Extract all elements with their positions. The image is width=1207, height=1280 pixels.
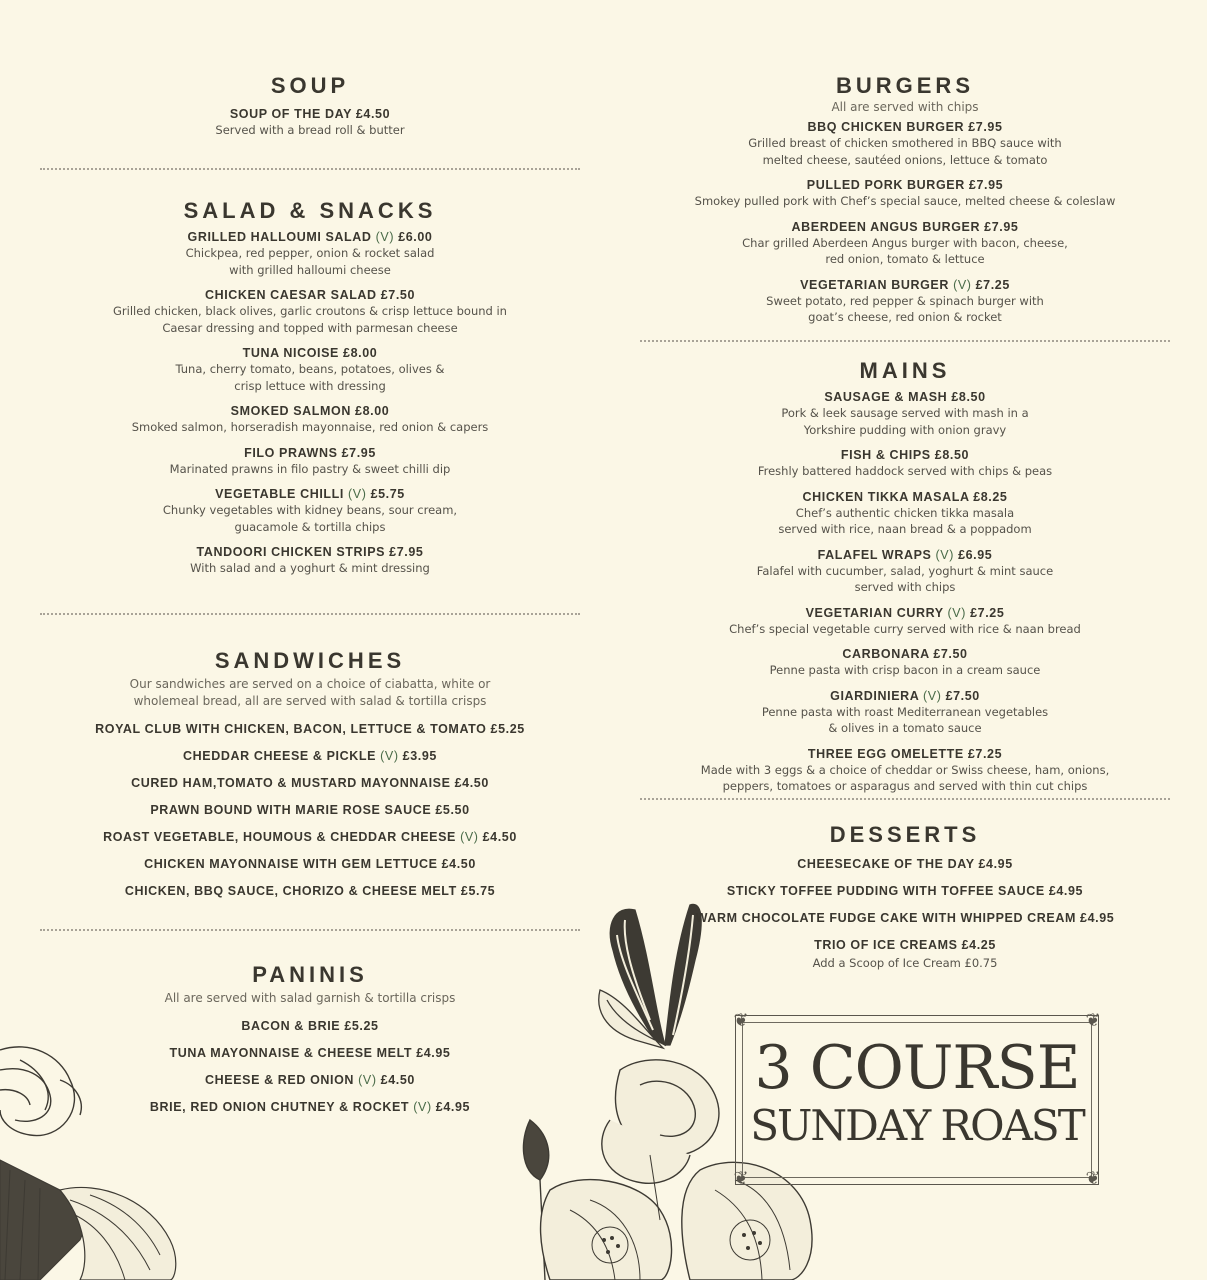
item-description: served with rice, naan bread & a poppadom xyxy=(778,522,1032,536)
item-description: crisp lettuce with dressing xyxy=(234,378,386,393)
item-description: with grilled halloumi cheese xyxy=(229,262,391,277)
item-title: BRIE, RED ONION CHUTNEY & ROCKET (V) £4.95 xyxy=(149,1100,471,1114)
item-description: served with chips xyxy=(854,580,956,594)
item-description: peppers, tomatoes or asparagus and served with thin cut chips xyxy=(722,779,1088,793)
item-description: goat’s cheese, red onion & rocket xyxy=(808,310,1002,324)
dotted-divider xyxy=(640,798,1170,800)
item-title: STICKY TOFFEE PUDDING WITH TOFFEE SAUCE £4.95 xyxy=(726,884,1084,898)
menu-item xyxy=(640,490,1170,538)
item-title: ROYAL CLUB WITH CHICKEN, BACON, LETTUCE & TOMATO £5.25 xyxy=(95,722,525,736)
item-title: GIARDINIERA (V) £7.50 xyxy=(830,688,980,703)
item-description: Yorkshire pudding with onion gravy xyxy=(803,422,1007,437)
ornament-icon: ❦ xyxy=(733,1168,749,1189)
item-title: CHEDDAR CHEESE & PICKLE (V) £3.95 xyxy=(183,749,437,763)
item-title: CHICKEN, BBQ SAUCE, CHORIZO & CHEESE MELT £5.75 xyxy=(124,884,496,898)
dotted-divider xyxy=(640,340,1170,342)
item-title: CHEESE & RED ONION (V) £4.50 xyxy=(205,1073,415,1087)
ornament-icon: ❦ xyxy=(733,1010,749,1031)
item-title: FALAFEL WRAPS (V) £6.95 xyxy=(817,547,993,562)
menu-item xyxy=(40,1072,580,1088)
item-title: THREE EGG OMELETTE £7.25 xyxy=(807,746,1003,761)
item-description: Chef’s special vegetable curry served with rice & naan bread xyxy=(729,621,1081,636)
menu-item xyxy=(40,802,580,818)
menu-item xyxy=(40,346,580,394)
item-description: Penne pasta with crisp bacon in a cream sauce xyxy=(769,663,1041,677)
item-title: SMOKED SALMON £8.00 xyxy=(230,404,390,418)
item-title: PRAWN BOUND WITH MARIE ROSE SAUCE £5.50 xyxy=(150,803,470,817)
menu-item xyxy=(40,545,580,577)
menu-item xyxy=(40,288,580,336)
section-subtitle: Our sandwiches are served on a choice of ciabatta, white or xyxy=(129,677,491,691)
item-title: TRIO OF ICE CREAMS £4.25 xyxy=(814,938,996,952)
sunday-roast-title-line2: SUNDAY ROAST xyxy=(750,1101,1084,1150)
item-title: CHICKEN TIKKA MASALA £8.25 xyxy=(802,489,1008,504)
item-title: CHEESECAKE OF THE DAY £4.95 xyxy=(797,857,1013,871)
item-description: With salad and a yoghurt & mint dressing xyxy=(190,561,430,575)
item-description: Marinated prawns in filo pastry & sweet chilli dip xyxy=(169,461,451,476)
item-title: FILO PRAWNS £7.95 xyxy=(244,445,376,460)
menu-item xyxy=(640,937,1170,972)
item-title: PULLED PORK BURGER £7.95 xyxy=(806,178,1004,192)
menu-item xyxy=(640,883,1170,899)
item-title: CHICKEN CAESAR SALAD £7.50 xyxy=(204,288,416,302)
mains-section xyxy=(640,358,1170,795)
item-title: CURED HAM,TOMATO & MUSTARD MAYONNAISE £4.50 xyxy=(131,776,489,790)
menu-item xyxy=(40,107,580,139)
item-description: Pork & leek sausage served with mash in a xyxy=(781,406,1029,420)
desserts-section xyxy=(640,822,1170,972)
item-description: Grilled breast of chicken smothered in BBQ sauce with xyxy=(748,136,1062,150)
menu-item xyxy=(640,747,1170,795)
item-title: BACON & BRIE £5.25 xyxy=(241,1019,379,1033)
item-title: BBQ CHICKEN BURGER £7.95 xyxy=(807,120,1003,134)
menu-item xyxy=(640,178,1170,210)
item-description: Tuna, cherry tomato, beans, potatoes, olives & xyxy=(175,362,445,376)
item-description: Falafel with cucumber, salad, yoghurt & mint sauce xyxy=(756,563,1054,578)
menu-item xyxy=(40,446,580,478)
item-title: VEGETARIAN BURGER (V) £7.25 xyxy=(800,277,1010,292)
item-description: melted cheese, sautéed onions, lettuce & tomato xyxy=(762,152,1048,167)
ornament-icon: ❦ xyxy=(1085,1168,1101,1189)
section-heading: PANINIS xyxy=(252,962,368,987)
item-description: Made with 3 eggs & a choice of cheddar or Swiss cheese, ham, onions, xyxy=(700,762,1110,777)
menu-item xyxy=(40,487,580,535)
menu-item xyxy=(640,606,1170,638)
section-subtitle: All are served with salad garnish & tortilla crisps xyxy=(164,991,456,1005)
item-description: Chef’s authentic chicken tikka masala xyxy=(795,505,1015,520)
item-title: TUNA MAYONNAISE & CHEESE MELT £4.95 xyxy=(169,1046,451,1060)
item-description: Add a Scoop of Ice Cream £0.75 xyxy=(812,956,998,970)
section-heading: SALAD & SNACKS xyxy=(183,198,437,223)
menu-item xyxy=(640,390,1170,438)
menu-item xyxy=(640,278,1170,326)
sunday-roast-title-line1: 3 COURSE xyxy=(754,1033,1080,1103)
menu-item xyxy=(640,448,1170,480)
section-subtitle: All are served with chips xyxy=(831,100,979,114)
item-description: Smoked salmon, horseradish mayonnaise, red onion & capers xyxy=(131,420,489,434)
menu-item xyxy=(640,548,1170,596)
menu-item xyxy=(640,647,1170,679)
ornament-icon: ❦ xyxy=(1085,1010,1101,1031)
menu-item xyxy=(40,748,580,764)
item-description: Caesar dressing and topped with parmesan cheese xyxy=(162,320,458,335)
item-title: VEGETARIAN CURRY (V) £7.25 xyxy=(805,605,1005,620)
menu-item xyxy=(40,856,580,872)
item-description: Served with a bread roll & butter xyxy=(215,123,405,137)
menu-item xyxy=(640,910,1170,926)
menu-item xyxy=(40,404,580,436)
item-title: ABERDEEN ANGUS BURGER £7.95 xyxy=(791,219,1019,234)
sunday-roast-frame xyxy=(733,1010,1101,1189)
burgers-section xyxy=(640,73,1170,326)
item-description: Grilled chicken, black olives, garlic croutons & crisp lettuce bound in xyxy=(113,304,507,318)
item-description: Char grilled Aberdeen Angus burger with bacon, cheese, xyxy=(742,235,1068,250)
item-description: Chunky vegetables with kidney beans, sour cream, xyxy=(162,503,458,517)
menu-item xyxy=(640,220,1170,268)
paninis-section xyxy=(40,962,580,1115)
menu-item xyxy=(40,230,580,278)
menu-item xyxy=(640,120,1170,168)
menu-item xyxy=(40,829,580,845)
item-description: Sweet potato, red pepper & spinach burger with xyxy=(766,293,1044,308)
item-description: red onion, tomato & lettuce xyxy=(825,252,985,266)
section-subtitle: wholemeal bread, all are served with salad & tortilla crisps xyxy=(133,694,487,708)
item-title: TANDOORI CHICKEN STRIPS £7.95 xyxy=(196,545,424,559)
item-title: SAUSAGE & MASH £8.50 xyxy=(824,390,986,404)
item-description: guacamole & tortilla chips xyxy=(234,519,386,534)
sandwiches-section xyxy=(40,648,580,899)
menu-item xyxy=(40,1018,580,1034)
item-description: Smokey pulled pork with Chef’s special sauce, melted cheese & coleslaw xyxy=(694,194,1116,208)
item-description: & olives in a tomato sauce xyxy=(828,721,982,735)
section-heading: MAINS xyxy=(859,358,951,383)
item-title: VEGETABLE CHILLI (V) £5.75 xyxy=(215,487,405,501)
salad-snacks-section xyxy=(40,198,580,577)
menu-item xyxy=(40,1045,580,1061)
item-title: FISH & CHIPS £8.50 xyxy=(840,448,970,462)
menu-item xyxy=(640,689,1170,737)
item-title: ROAST VEGETABLE, HOUMOUS & CHEDDAR CHEESE (V) £4.50 xyxy=(103,830,517,844)
item-title: CARBONARA £7.50 xyxy=(842,647,968,661)
item-title: SOUP OF THE DAY £4.50 xyxy=(229,107,391,121)
section-heading: SANDWICHES xyxy=(214,648,406,673)
dotted-divider xyxy=(40,168,580,170)
item-description: Freshly battered haddock served with chips & peas xyxy=(757,464,1053,478)
item-title: WARM CHOCOLATE FUDGE CAKE WITH WHIPPED CREAM £4.95 xyxy=(695,911,1115,925)
item-description: Penne pasta with roast Mediterranean vegetables xyxy=(761,704,1049,719)
section-heading: SOUP xyxy=(270,73,350,98)
dotted-divider xyxy=(40,929,580,931)
soup-section xyxy=(40,73,580,139)
dotted-divider xyxy=(40,613,580,615)
section-heading: BURGERS xyxy=(835,73,974,98)
menu-item xyxy=(40,775,580,791)
section-heading: DESSERTS xyxy=(829,822,981,847)
item-title: GRILLED HALLOUMI SALAD (V) £6.00 xyxy=(187,230,433,244)
menu-item xyxy=(40,1099,580,1115)
menu-item xyxy=(40,883,580,899)
item-description: Chickpea, red pepper, onion & rocket salad xyxy=(185,246,435,260)
item-title: CHICKEN MAYONNAISE WITH GEM LETTUCE £4.50 xyxy=(144,857,476,871)
menu-item xyxy=(640,856,1170,872)
item-title: TUNA NICOISE £8.00 xyxy=(242,346,378,360)
menu-item xyxy=(40,721,580,737)
